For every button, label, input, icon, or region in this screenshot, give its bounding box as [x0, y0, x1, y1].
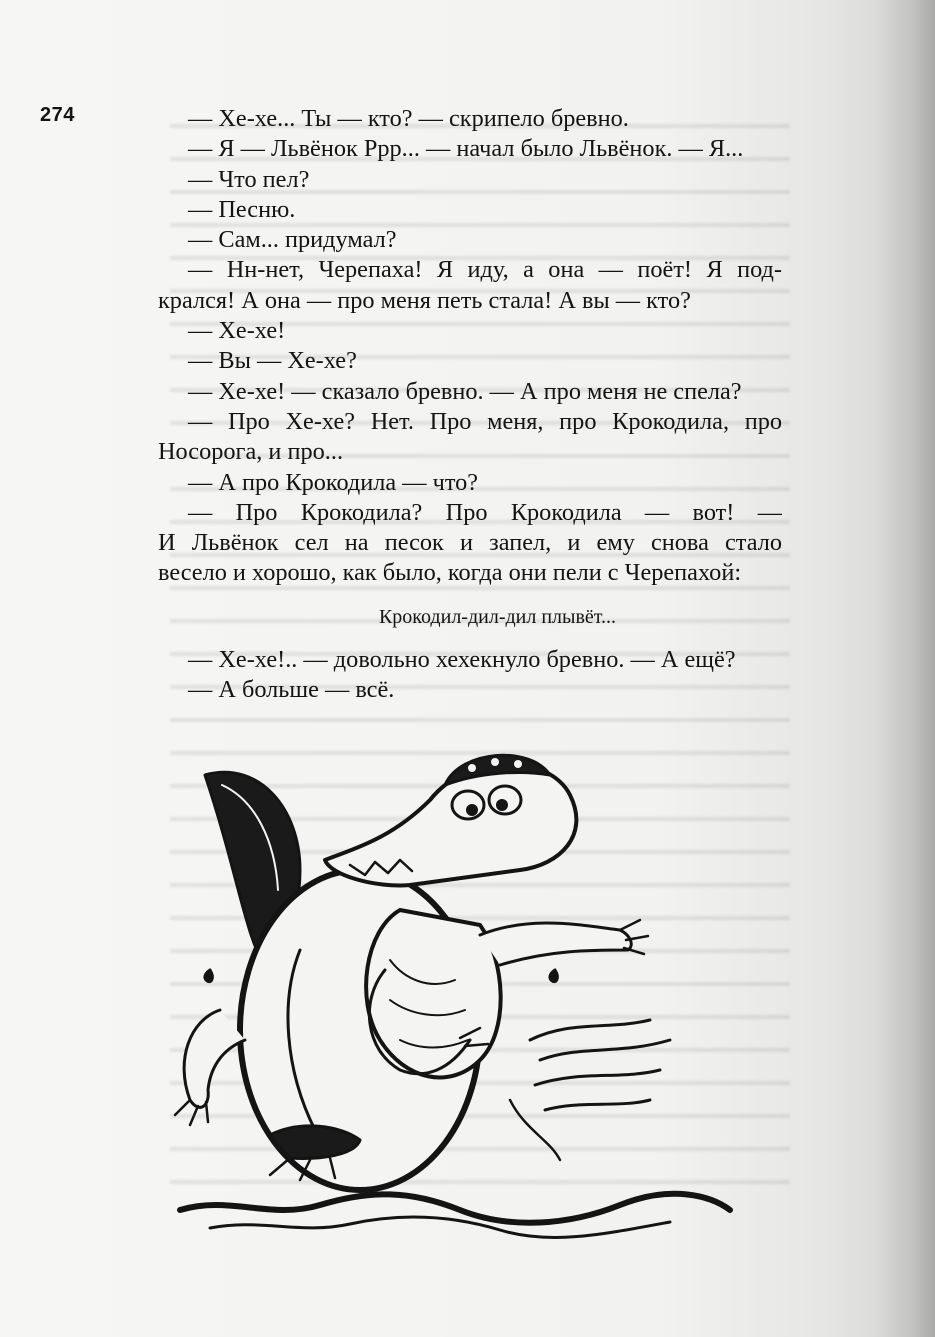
paragraph-line: — Вы — Хе-хе? — [188, 347, 357, 375]
paragraph-line: крался! А она — про меня петь стала! А вы — кто? — [158, 286, 691, 314]
paragraph-line: — Сам... придумал? — [188, 226, 397, 254]
story-text — [158, 104, 782, 705]
crocodile-with-swim-ring-icon — [150, 740, 750, 1240]
paragraph-line: — Хе-хе... Ты — кто? — скрипело бревно. — [188, 105, 629, 132]
paragraph-line: — Про Крокодила? Про Крокодила — вот! — — [188, 498, 782, 526]
paragraph-line: Носорога, и про... — [158, 438, 344, 466]
paragraph-line: — Песню. — [188, 195, 296, 223]
paragraph-line: — Что пел? — [188, 165, 310, 193]
paragraph-line: — А больше — всё. — [188, 676, 395, 704]
song-verse: Крокодил-дил-дил плывёт... — [378, 605, 617, 628]
paragraph-line: — Хе-хе! — сказало бревно. — А про меня не спела? — [188, 377, 742, 405]
page-edge-shadow — [875, 0, 935, 1337]
paragraph-line: — Хе-хе! — [188, 317, 286, 345]
paragraph-line: И Львёнок сел на песок и запел, и ему снова стало — [158, 529, 782, 557]
page-number: 274 — [40, 104, 75, 126]
paragraph-line: — Нн-нет, Черепаха! Я иду, а она — поёт! Я под- — [188, 256, 782, 284]
paragraph-line: весело и хорошо, как было, когда они пели с Черепахой: — [158, 559, 742, 587]
paragraph-line: — Хе-хе!.. — довольно хехекнуло бревно. — А ещё? — [188, 645, 736, 673]
paragraph-line: — А про Крокодила — что? — [188, 468, 479, 496]
paragraph-line: — Я — Львёнок Ррр... — начал было Львёнок. — Я... — [188, 135, 744, 163]
paragraph-line: — Про Хе-хе? Нет. Про меня, про Крокодила, про — [188, 407, 782, 435]
